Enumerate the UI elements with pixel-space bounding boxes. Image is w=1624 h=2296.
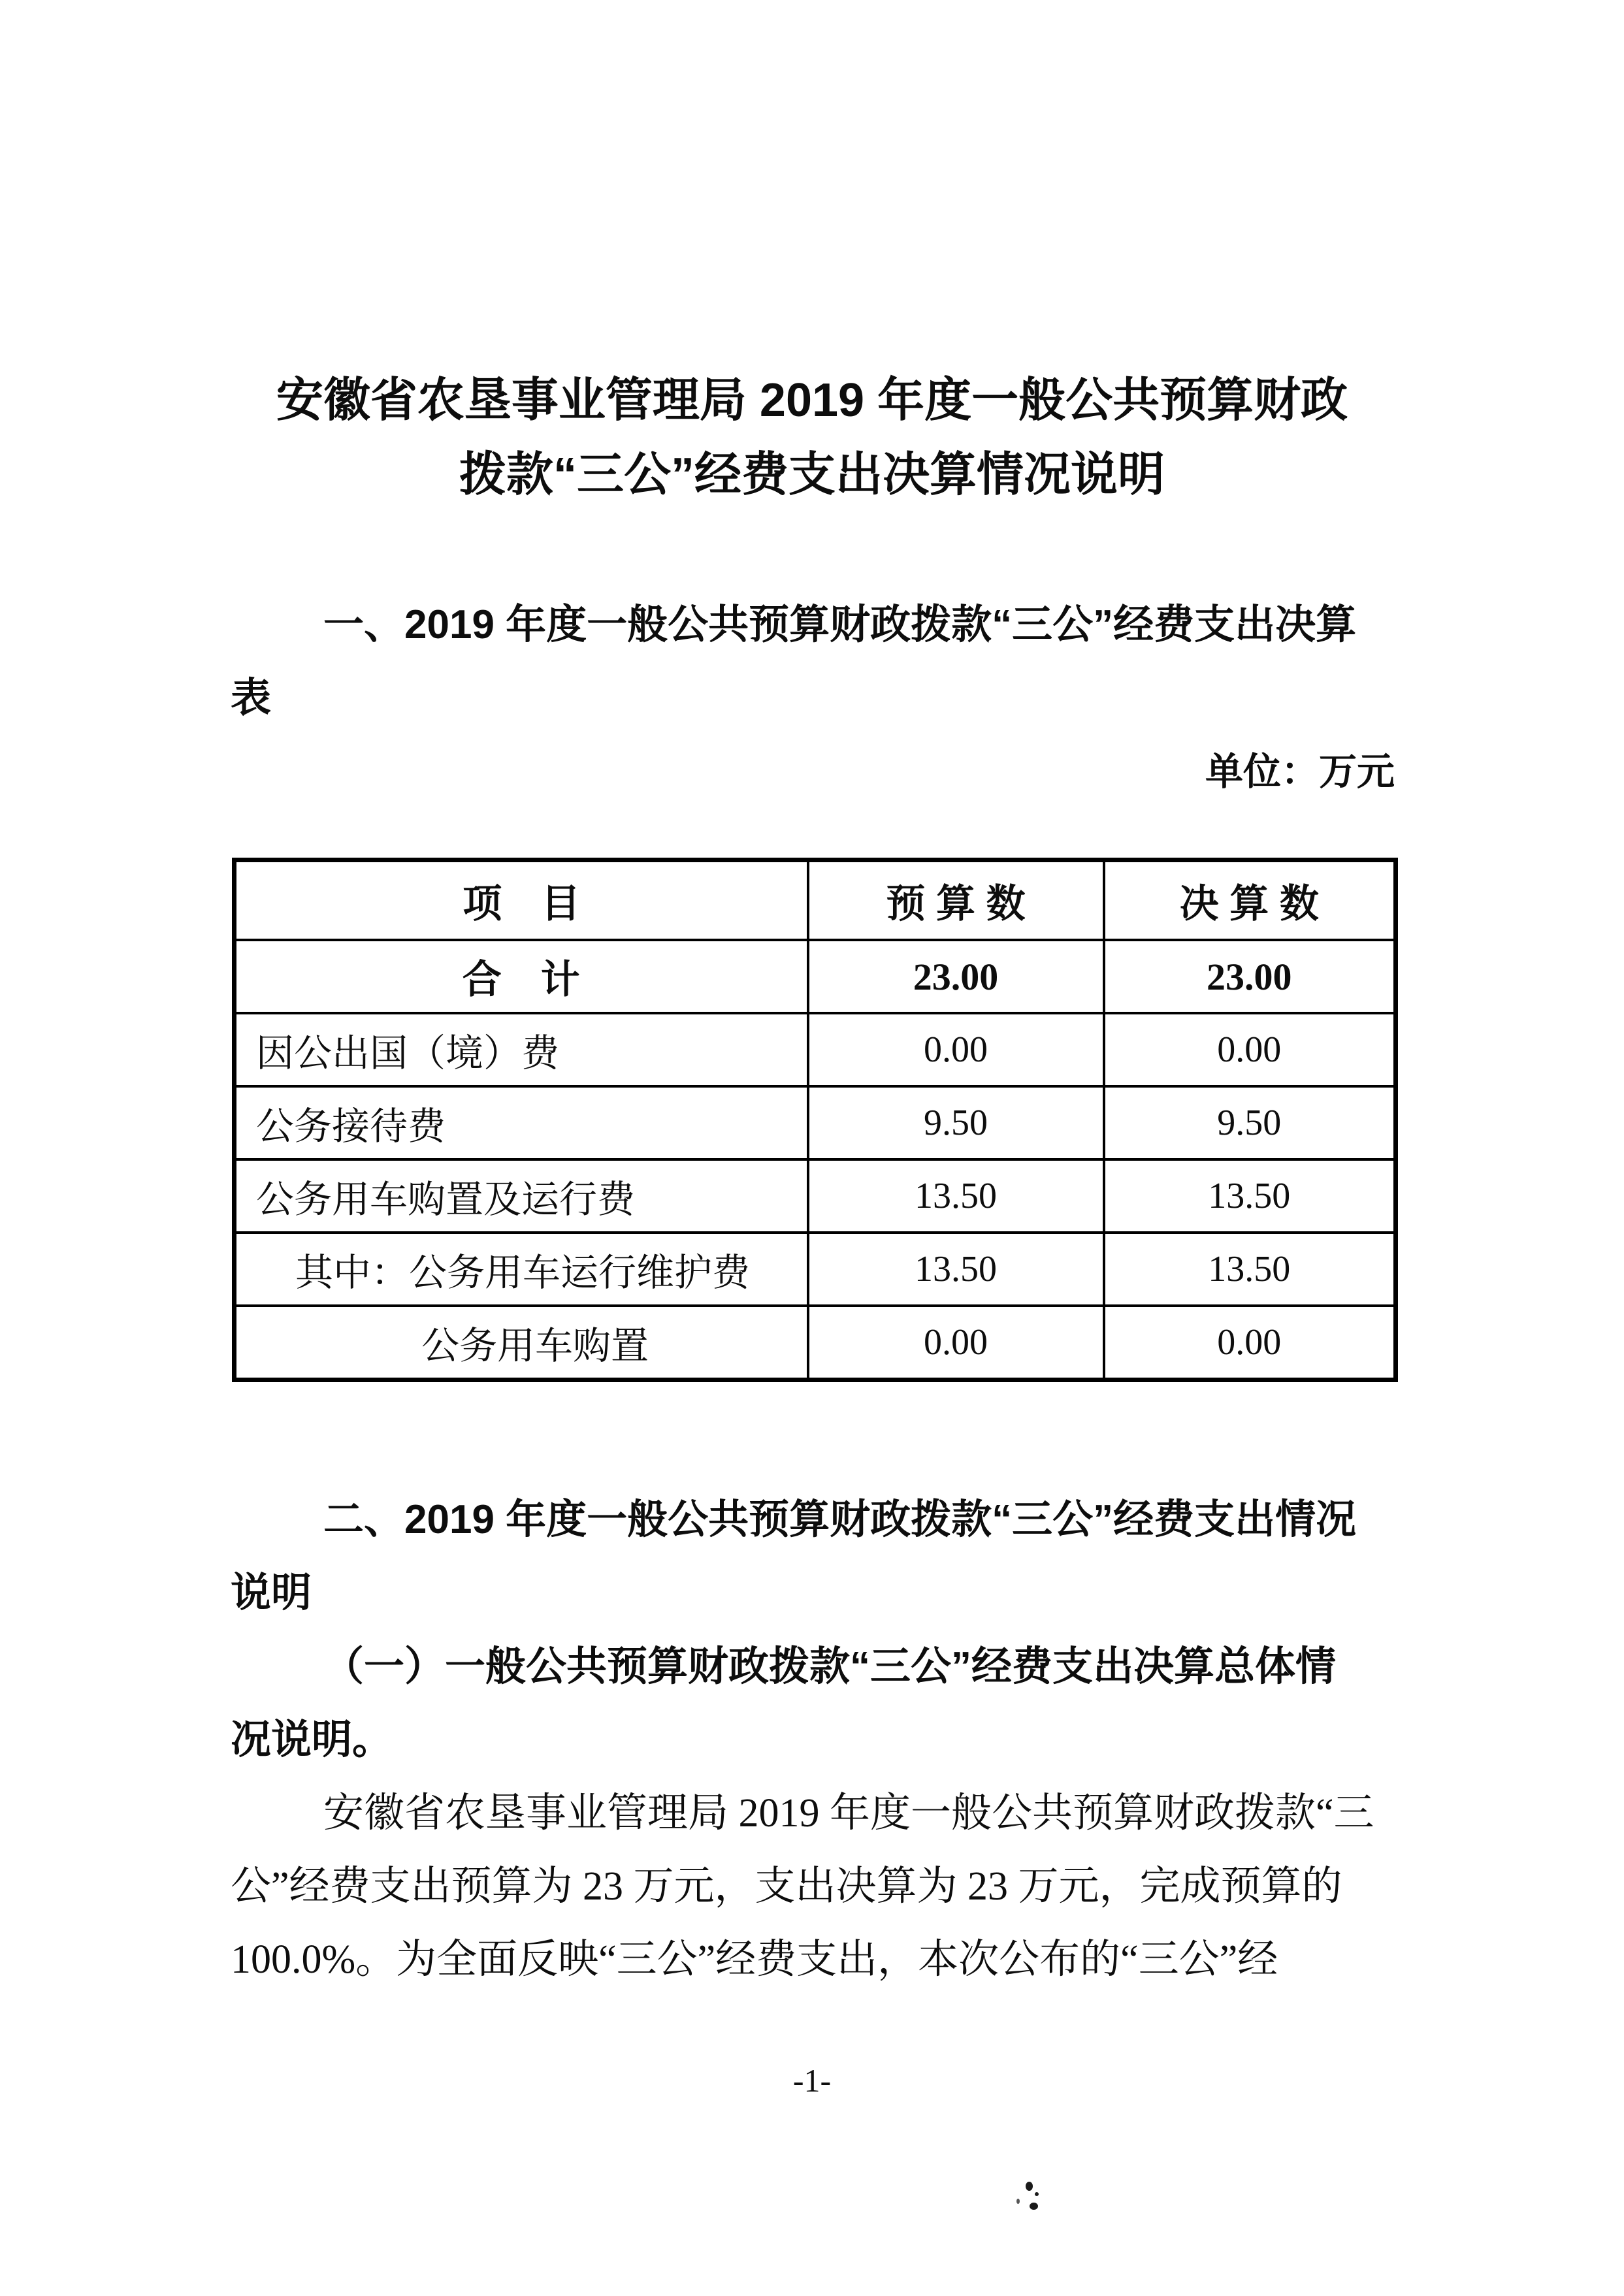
sangong-expense-table: [232, 858, 1398, 1382]
subsection1-heading-line1: （一）一般公共预算财政拨款“三公”经费支出决算总体情: [323, 1644, 1337, 1689]
row-budget: 13.50: [808, 1233, 1104, 1306]
row-label: 公务用车购置: [235, 1306, 808, 1380]
section1-heading-line2: 表: [231, 675, 272, 720]
body-paragraph-line3: 100.0%。为全面反映“三公”经费支出，本次公布的“三公”经: [231, 1937, 1278, 1982]
table-row-vehicle-purchase: [235, 1306, 1396, 1380]
table-row-vehicle-operation: [235, 1233, 1396, 1306]
scan-artifact-speck: [1016, 2199, 1020, 2204]
row-final: 23.00: [1104, 940, 1396, 1013]
title-line-2: 拨款“三公”经费支出决算情况说明: [459, 449, 1165, 502]
col-header-final: 决 算 数: [1104, 860, 1396, 941]
title-line-1: 安徽省农垦事业管理局 2019 年度一般公共预算财政: [276, 374, 1348, 427]
col-header-budget: 预 算 数: [808, 860, 1104, 941]
table-row-abroad: [235, 1013, 1396, 1086]
section2-heading-line2: 说明: [231, 1570, 312, 1615]
row-label: 公务用车购置及运行费: [235, 1159, 808, 1233]
row-final: 13.50: [1104, 1159, 1396, 1233]
row-final: 0.00: [1104, 1013, 1396, 1086]
row-label: 其中：公务用车运行维护费: [235, 1233, 808, 1306]
scan-artifact-speck: [1035, 2192, 1039, 2196]
row-final: 13.50: [1104, 1233, 1396, 1306]
table-row-reception: [235, 1086, 1396, 1159]
table-unit-label: 单位：万元: [1205, 751, 1395, 793]
scan-artifact-speck: [1030, 2203, 1038, 2210]
page-number: -1-: [792, 2062, 832, 2099]
scan-artifact-speck: [1026, 2182, 1033, 2191]
body-paragraph-line1: 安徽省农垦事业管理局 2019 年度一般公共预算财政拨款“三: [323, 1791, 1374, 1835]
table-row-vehicle-total: [235, 1159, 1396, 1233]
row-label: 公务接待费: [235, 1086, 808, 1159]
row-label: 合 计: [235, 940, 808, 1013]
col-header-item: 项 目: [235, 860, 808, 941]
row-budget: 0.00: [808, 1306, 1104, 1380]
row-budget: 0.00: [808, 1013, 1104, 1086]
row-budget: 13.50: [808, 1159, 1104, 1233]
document-title: [0, 363, 1624, 512]
table-header-row: [235, 860, 1396, 941]
row-budget: 23.00: [808, 940, 1104, 1013]
row-final: 0.00: [1104, 1306, 1396, 1380]
subsection1-heading-line2: 况说明。: [231, 1717, 393, 1762]
section2-heading-line1: 二、2019 年度一般公共预算财政拨款“三公”经费支出情况: [323, 1497, 1357, 1542]
section1-heading-line1: 一、2019 年度一般公共预算财政拨款“三公”经费支出决算: [323, 602, 1357, 647]
body-paragraph-line2: 公”经费支出预算为 23 万元，支出决算为 23 万元，完成预算的: [231, 1864, 1342, 1909]
row-budget: 9.50: [808, 1086, 1104, 1159]
table-row-total: [235, 940, 1396, 1013]
row-final: 9.50: [1104, 1086, 1396, 1159]
row-label: 因公出国（境）费: [235, 1013, 808, 1086]
